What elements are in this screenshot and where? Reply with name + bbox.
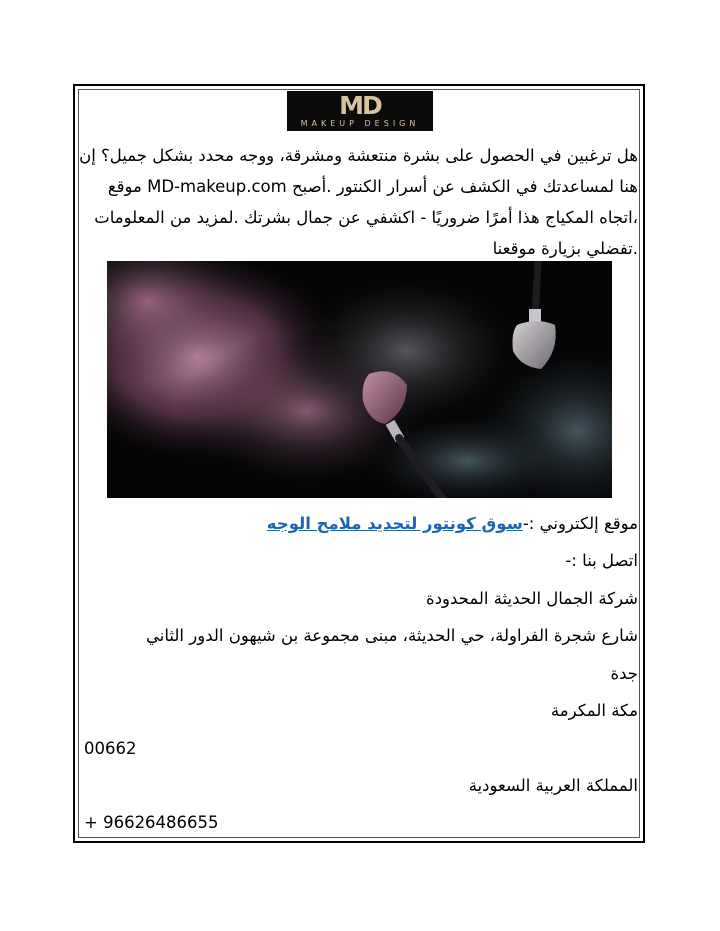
intro-paragraph (79, 140, 638, 264)
intro-line-2: هنا لمساعدتك في الكشف عن أسرار الكنتور .أصبح MD-makeup.com موقع (107, 177, 638, 196)
region: مكة المكرمة (550, 701, 638, 720)
city: جدة (610, 664, 638, 683)
makeup-brushes-photo (107, 261, 612, 498)
md-makeup-logo (287, 91, 433, 131)
contour-market-link[interactable]: سوق كونتور لتحديد ملامح الوجه (266, 514, 523, 533)
contact-heading: اتصل بنا :- (565, 551, 638, 570)
website-line (84, 512, 638, 536)
street-address: شارع شجرة الفراولة، حي الحديثة، مبنى مجموعة بن شيهون الدور الثاني (146, 626, 638, 645)
company-name: شركة الجمال الحديثة المحدودة (426, 589, 638, 608)
logo-text: MAKEUP DESIGN (300, 119, 420, 128)
makeup-brushes-powder-image (107, 261, 612, 498)
website-label: موقع إلكتروني :- (522, 514, 638, 533)
intro-line-3: ،اتجاه المكياج هذا أمرًا ضروريًا - اكشفي عن جمال بشرتك .لمزيد من المعلومات (94, 208, 638, 227)
intro-line-4: .تفضلي بزيارة موقعنا (492, 239, 638, 258)
phone-number: + 96626486655 (84, 813, 219, 832)
country: المملكة العربية السعودية (468, 776, 638, 795)
logo-mark: MD (339, 91, 381, 120)
intro-line-1: هل ترغبين في الحصول على بشرة منتعشة ومشرقة، ووجه محدد بشكل جميل؟ إن (79, 146, 638, 165)
postal-code: 00662 (84, 739, 137, 758)
